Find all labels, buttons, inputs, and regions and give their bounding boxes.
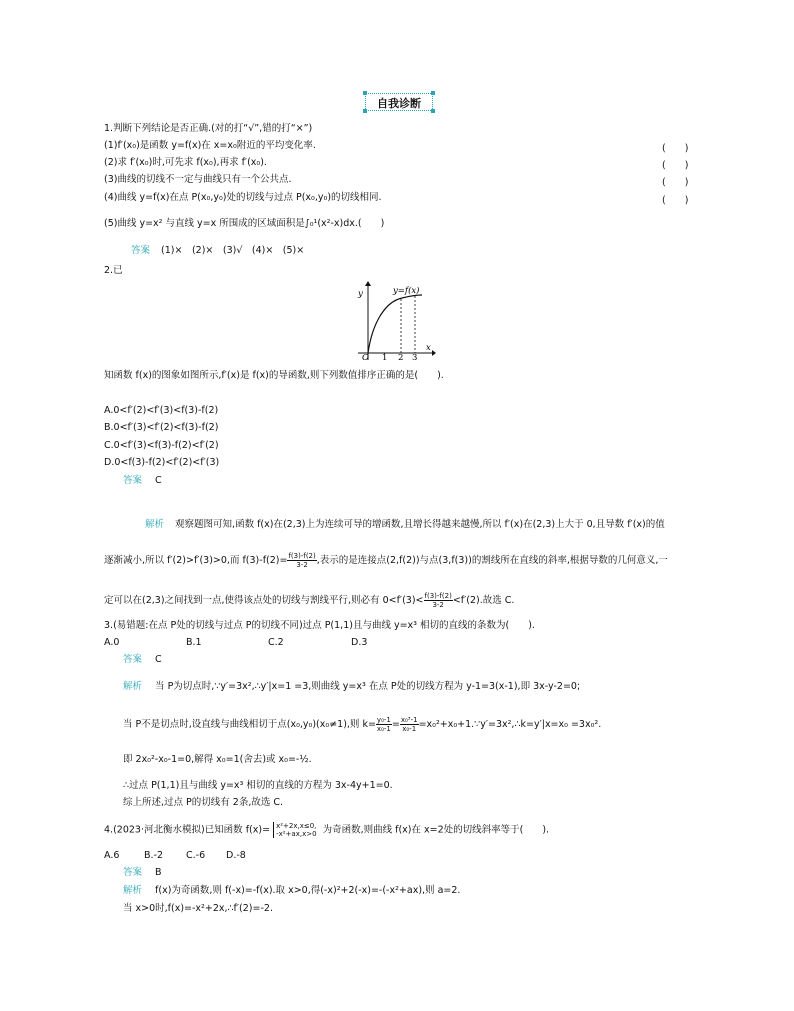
q1-item-2: (2)求 f′(x₀)时,可先求 f(x₀),再求 f′(x₀). <box>104 157 267 168</box>
tick-label-2: 2 <box>398 353 404 360</box>
answer-label: 答案 <box>123 867 143 878</box>
q3-analysis-line-2: 当 P不是切点时,设直线与曲线相切于点(x₀,y₀)(x₀≠1),则 k= $\frac{\text{y₀-1}}{\text{x₀-1}}$ = $\frac{\text{x₀³-1}}{\text{x₀-1}}$ =x₀²+x₀+1.∵y′=3x²,∴k=y′|x=x₀ =3x₀². <box>123 716 602 733</box>
fraction: $\frac{\text{x₀³-1}}{\text{x₀-1}}$ <box>400 716 418 733</box>
analysis-label: 解析 <box>145 519 165 530</box>
q4-answer-text: B <box>155 867 162 878</box>
fraction: $\frac{f(3)-f(2)}{3-2}$ <box>424 592 452 609</box>
q4-answer <box>123 867 162 879</box>
q1-stem: 1.判断下列结论是否正确.(对的打“√”,错的打“×”) <box>104 123 313 134</box>
q3-option-d: D.3 <box>351 637 368 648</box>
q2-analysis-line-1: 解析 观察题图可知,函数 f(x)在(2,3)上为连续可导的增函数,且增长得越来越慢,所以 f′(x)在(2,3)上大于 0,且导数 f′(x)的值 <box>145 519 665 530</box>
q1-item-3: (3)曲线的切线不一定与曲线只有一个公共点. <box>104 174 292 185</box>
q2-analysis-line-2: 逐渐减小,所以 f′(2)>f′(3)>0,而 f(3)-f(2)= $\frac{f(3)-f(2)}{3-2}$ ,表示的是连接点(2,f(2))与点(3,f(3))的割线所在直线的斜率,根据导数的几何意义,一 <box>104 552 668 569</box>
function-graph <box>352 280 436 360</box>
q2-analysis-line-3: 定可以在(2,3)之间找到一点,使得该点处的切线与割线平行,则必有 0<f′(3)< $\frac{f(3)-f(2)}{3-2}$ <f′(2).故选 C. <box>104 592 515 609</box>
origin-label: O <box>362 353 369 360</box>
answer-bracket: ( ) <box>662 160 689 171</box>
q1-answer <box>131 245 304 257</box>
q2-option-c: C.0<f′(3)<f(3)-f(2)<f′(2) <box>104 440 219 451</box>
q2-answer <box>123 475 162 487</box>
q3-answer <box>123 654 162 666</box>
q3-analysis-line-5: 综上所述,过点 P的切线有 2条,故选 C. <box>123 797 284 808</box>
curve-label: y=f(x) <box>393 286 420 296</box>
q2-number: 2.已 <box>104 265 123 276</box>
y-axis-arrow <box>365 281 371 286</box>
function-curve <box>368 295 422 353</box>
section-title: 自我诊断 <box>377 97 421 110</box>
q2-answer-text: C <box>155 475 162 486</box>
q3-analysis-line-3: 即 2x₀²-x₀-1=0,解得 x₀=1(舍去)或 x₀=-½. <box>123 754 312 765</box>
section-title-box <box>365 93 433 111</box>
q4-option-d: D.-8 <box>226 850 246 861</box>
q4-option-c: C.-6 <box>186 850 206 861</box>
tick-label-3: 3 <box>412 353 418 360</box>
q2-stem: 知函数 f(x)的图象如图所示,f′(x)是 f(x)的导函数,则下列数值排序正确的是( ). <box>104 370 444 381</box>
q3-answer-text: C <box>155 654 162 665</box>
x-axis-arrow <box>432 350 436 356</box>
y-axis-label: y <box>358 289 363 299</box>
fraction: $\frac{\text{y₀-1}}{\text{x₀-1}}$ <box>376 716 391 733</box>
q3-analysis-line-1: 解析 当 P为切点时,∵y′=3x²,∴y′|x=1 =3,则曲线 y=x³ 在点 P处的切线方程为 y-1=3(x-1),即 3x-y-2=0; <box>123 681 581 692</box>
q1-item-4: (4)曲线 y=f(x)在点 P(x₀,y₀)处的切线与过点 P(x₀,y₀)的切线相同. <box>104 192 382 203</box>
answer-bracket: ( ) <box>662 143 689 154</box>
answer-label: 答案 <box>131 245 151 256</box>
fraction: $\frac{f(3)-f(2)}{3-2}$ <box>288 552 316 569</box>
q3-option-a: A.0 <box>104 637 120 648</box>
piecewise-cases: x²+2x,x≤0, -x²+ax,x>0 <box>273 822 316 838</box>
q2-option-a: A.0<f′(2)<f′(3)<f(3)-f(2) <box>104 405 219 416</box>
q4-stem: 4.(2023·河北衡水模拟)已知函数 f(x)= x²+2x,x≤0, -x²+ax,x>0 为奇函数,则曲线 f(x)在 x=2处的切线斜率等于( ). <box>104 822 550 838</box>
tick-label-1: 1 <box>382 353 388 360</box>
analysis-label: 解析 <box>123 885 143 896</box>
answer-label: 答案 <box>123 654 143 665</box>
answer-label: 答案 <box>123 475 143 486</box>
q3-stem: 3.(易错题:在点 P处的切线与过点 P的切线不同)过点 P(1,1)且与曲线 y=x³ 相切的直线的条数为( ). <box>104 620 535 631</box>
q2-option-b: B.0<f′(3)<f′(2)<f(3)-f(2) <box>104 422 219 433</box>
q1-item-5: (5)曲线 y=x² 与直线 y=x 所围成的区域面积是∫₀¹(x²-x)dx.( ) <box>104 218 385 229</box>
analysis-label: 解析 <box>123 681 143 692</box>
q3-analysis-line-4: ∴过点 P(1,1)且与曲线 y=x³ 相切的直线的方程为 3x-4y+1=0. <box>123 780 393 791</box>
q2-option-d: D.0<f(3)-f(2)<f′(2)<f′(3) <box>104 457 220 468</box>
q4-analysis-line-1: 解析 f(x)为奇函数,则 f(-x)=-f(x).取 x>0,得(-x)²+2(-x)=-(-x²+ax),则 a=2. <box>123 885 461 896</box>
q3-option-b: B.1 <box>186 637 202 648</box>
q3-option-c: C.2 <box>268 637 284 648</box>
q4-option-b: B.-2 <box>144 850 164 861</box>
q1-item-1: (1)f′(x₀)是函数 y=f(x)在 x=x₀附近的平均变化率. <box>104 140 316 151</box>
answer-bracket: ( ) <box>662 195 689 206</box>
answer-bracket: ( ) <box>662 177 689 188</box>
q4-option-a: A.6 <box>104 850 120 861</box>
q1-answer-text: (1)× (2)× (3)√ (4)× (5)× <box>161 245 305 256</box>
q4-analysis-line-2: 当 x>0时,f(x)=-x²+2x,∴f′(2)=-2. <box>123 903 273 914</box>
x-axis-label: x <box>426 343 431 353</box>
